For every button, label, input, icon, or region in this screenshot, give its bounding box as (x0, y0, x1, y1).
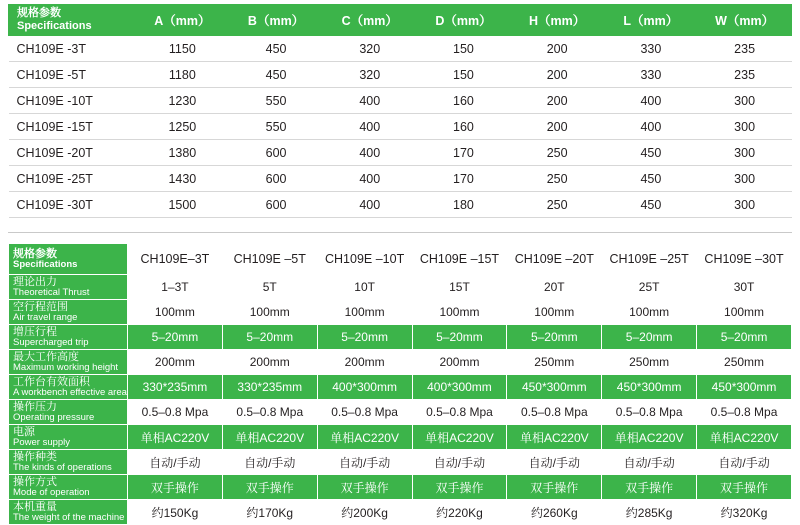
spec-row-label (9, 450, 128, 475)
spec-row-label-en: Operating pressure (13, 411, 95, 423)
spec-cell: 双手操作 (222, 475, 317, 500)
spec-row-label-en: Power supply (13, 436, 71, 448)
spec-row-label (9, 300, 128, 325)
spec-cell: 5–20mm (602, 325, 697, 350)
spec-cell: 自动/手动 (412, 450, 507, 475)
spec-row-label-en: Maximum working height (13, 361, 119, 373)
dimension-cell-b: 600 (229, 166, 323, 192)
spec-cell: 双手操作 (412, 475, 507, 500)
dimension-header-spec (9, 5, 136, 36)
dimension-cell-l: 400 (604, 88, 698, 114)
table-row (9, 36, 792, 62)
dimension-cell-w: 235 (698, 62, 792, 88)
spec-cell: 5–20mm (317, 325, 412, 350)
dimension-table-head (9, 5, 792, 36)
dimension-cell-h: 200 (510, 62, 604, 88)
dimension-cell-c: 320 (323, 62, 417, 88)
spec-header-label-cn: 规格参数 (13, 247, 57, 260)
dimension-cell-d: 150 (417, 36, 511, 62)
spec-cell: 5–20mm (697, 325, 792, 350)
table-row (9, 62, 792, 88)
dimension-header-a: A（mm） (136, 5, 230, 36)
dimension-row-model: CH109E -15T (9, 114, 136, 140)
dimension-cell-d: 180 (417, 192, 511, 218)
spec-header-model: CH109E –5T (222, 244, 317, 275)
dimension-header-h: H（mm） (510, 5, 604, 36)
dimension-cell-h: 250 (510, 192, 604, 218)
dimension-cell-l: 330 (604, 36, 698, 62)
spec-cell: 约220Kg (412, 500, 507, 525)
table-row (9, 192, 792, 218)
dimension-cell-d: 170 (417, 140, 511, 166)
dimension-cell-c: 320 (323, 36, 417, 62)
dimension-cell-a: 1500 (136, 192, 230, 218)
spec-row-label (9, 325, 128, 350)
table-row (9, 114, 792, 140)
spec-row-label-en: Supercharged trip (13, 336, 89, 348)
spec-cell: 100mm (412, 300, 507, 325)
dimension-row-model: CH109E -25T (9, 166, 136, 192)
spec-row-label-cn: 操作方式 (13, 475, 57, 488)
dimension-cell-c: 400 (323, 192, 417, 218)
spec-row-label-en: The kinds of operations (13, 461, 112, 473)
dimension-cell-l: 330 (604, 62, 698, 88)
spec-cell: 450*300mm (602, 375, 697, 400)
table-row (9, 88, 792, 114)
dimension-cell-h: 250 (510, 140, 604, 166)
dimension-cell-c: 400 (323, 114, 417, 140)
spec-row-label-en: Air travel range (13, 311, 78, 323)
spec-row-label (9, 350, 128, 375)
dimension-cell-w: 300 (698, 114, 792, 140)
spec-cell: 400*300mm (317, 375, 412, 400)
spec-cell: 330*235mm (128, 375, 223, 400)
table-row (9, 375, 792, 400)
dimension-cell-w: 300 (698, 192, 792, 218)
spec-row-label-cn: 电源 (13, 425, 35, 438)
table-row (9, 450, 792, 475)
dimension-row-model: CH109E -3T (9, 36, 136, 62)
spec-cell: 约170Kg (222, 500, 317, 525)
dimension-cell-c: 400 (323, 88, 417, 114)
dimension-cell-d: 160 (417, 88, 511, 114)
dimension-row-model: CH109E -10T (9, 88, 136, 114)
dimension-header-b: B（mm） (229, 5, 323, 36)
spec-row-label-en: Mode of operation (13, 486, 90, 498)
spec-cell: 单相AC220V (697, 425, 792, 450)
dimension-cell-l: 400 (604, 114, 698, 140)
dimension-cell-a: 1230 (136, 88, 230, 114)
dimension-cell-b: 550 (229, 114, 323, 140)
spec-cell: 250mm (602, 350, 697, 375)
dimension-cell-w: 235 (698, 36, 792, 62)
spec-cell: 单相AC220V (412, 425, 507, 450)
dimension-cell-d: 170 (417, 166, 511, 192)
dimension-cell-c: 400 (323, 140, 417, 166)
spec-cell: 约200Kg (317, 500, 412, 525)
spec-cell: 自动/手动 (317, 450, 412, 475)
table-row (9, 325, 792, 350)
spec-cell: 100mm (128, 300, 223, 325)
spec-cell: 0.5–0.8 Mpa (697, 400, 792, 425)
dimension-cell-l: 450 (604, 140, 698, 166)
spec-cell: 0.5–0.8 Mpa (222, 400, 317, 425)
dimension-cell-l: 450 (604, 192, 698, 218)
dimension-cell-a: 1250 (136, 114, 230, 140)
spec-cell: 双手操作 (128, 475, 223, 500)
spec-cell: 单相AC220V (317, 425, 412, 450)
spec-cell: 单相AC220V (222, 425, 317, 450)
spec-row-label-cn: 工作台有效面积 (13, 375, 90, 388)
spec-cell: 自动/手动 (602, 450, 697, 475)
dimension-cell-b: 550 (229, 88, 323, 114)
spec-row-label (9, 375, 128, 400)
dimension-cell-b: 600 (229, 140, 323, 166)
dimension-cell-a: 1150 (136, 36, 230, 62)
spec-row-label-en: The weight of the machine (13, 511, 125, 523)
dimension-table-header-row (9, 5, 792, 36)
dimension-row-model: CH109E -20T (9, 140, 136, 166)
spec-row-label-cn: 理论出力 (13, 275, 57, 288)
spec-cell: 0.5–0.8 Mpa (128, 400, 223, 425)
spec-row-label-cn: 增压行程 (13, 325, 57, 338)
dimension-header-spec-en: Specifications (17, 20, 92, 32)
spec-cell: 200mm (222, 350, 317, 375)
dimension-cell-l: 450 (604, 166, 698, 192)
table-row (9, 300, 792, 325)
spec-cell: 0.5–0.8 Mpa (317, 400, 412, 425)
spec-cell: 100mm (507, 300, 602, 325)
dimension-cell-a: 1180 (136, 62, 230, 88)
specification-header-row (9, 244, 792, 275)
spec-cell: 单相AC220V (507, 425, 602, 450)
spec-row-label-cn: 操作压力 (13, 400, 57, 413)
spec-header-model: CH109E –10T (317, 244, 412, 275)
spec-cell: 约260Kg (507, 500, 602, 525)
spec-cell: 100mm (222, 300, 317, 325)
spec-cell: 5–20mm (507, 325, 602, 350)
dimension-cell-w: 300 (698, 88, 792, 114)
dimension-cell-h: 200 (510, 36, 604, 62)
spec-cell: 0.5–0.8 Mpa (412, 400, 507, 425)
spec-cell: 330*235mm (222, 375, 317, 400)
spec-row-label-cn: 空行程范围 (13, 300, 68, 313)
spec-row-label-en: Theoretical Thrust (13, 286, 90, 298)
spec-cell: 5–20mm (222, 325, 317, 350)
spec-cell: 单相AC220V (128, 425, 223, 450)
spec-cell: 约285Kg (602, 500, 697, 525)
spec-cell: 双手操作 (317, 475, 412, 500)
dimension-cell-b: 600 (229, 192, 323, 218)
spec-header-model: CH109E–3T (128, 244, 223, 275)
spec-cell: 双手操作 (602, 475, 697, 500)
dimension-cell-d: 150 (417, 62, 511, 88)
spec-cell: 400*300mm (412, 375, 507, 400)
spec-cell: 250mm (507, 350, 602, 375)
spec-row-label (9, 275, 128, 300)
spec-cell: 200mm (412, 350, 507, 375)
spec-cell: 自动/手动 (222, 450, 317, 475)
spec-row-label-cn: 本机重量 (13, 500, 57, 513)
dimension-cell-h: 250 (510, 166, 604, 192)
spec-cell: 200mm (317, 350, 412, 375)
dimension-cell-a: 1430 (136, 166, 230, 192)
spec-cell: 自动/手动 (697, 450, 792, 475)
dimension-table (8, 4, 792, 218)
spec-cell: 25T (602, 275, 697, 300)
table-row (9, 166, 792, 192)
dimension-header-d: D（mm） (417, 5, 511, 36)
dimension-cell-b: 450 (229, 62, 323, 88)
spec-cell: 约150Kg (128, 500, 223, 525)
spec-row-label (9, 500, 128, 525)
dimension-header-w: W（mm） (698, 5, 792, 36)
spec-cell: 10T (317, 275, 412, 300)
spec-cell: 自动/手动 (128, 450, 223, 475)
dimension-table-body (9, 36, 792, 218)
spec-cell: 自动/手动 (507, 450, 602, 475)
spec-row-label (9, 425, 128, 450)
spec-cell: 5–20mm (128, 325, 223, 350)
spec-cell: 双手操作 (507, 475, 602, 500)
spec-cell: 0.5–0.8 Mpa (602, 400, 697, 425)
dimension-cell-d: 160 (417, 114, 511, 140)
dimension-header-c: C（mm） (323, 5, 417, 36)
table-row (9, 350, 792, 375)
dimension-row-model: CH109E -5T (9, 62, 136, 88)
table-row (9, 500, 792, 525)
dimension-cell-h: 200 (510, 114, 604, 140)
spec-cell: 100mm (317, 300, 412, 325)
specification-table (8, 243, 792, 525)
spec-row-label (9, 475, 128, 500)
spec-header-model: CH109E –15T (412, 244, 507, 275)
spec-cell: 15T (412, 275, 507, 300)
spec-cell: 30T (697, 275, 792, 300)
spec-cell: 约320Kg (697, 500, 792, 525)
table-row (9, 475, 792, 500)
spec-row-label-en: A workbench effective area (13, 386, 127, 398)
spec-cell: 20T (507, 275, 602, 300)
table-row (9, 425, 792, 450)
dimension-cell-w: 300 (698, 140, 792, 166)
spec-cell: 200mm (128, 350, 223, 375)
spec-header-model: CH109E –20T (507, 244, 602, 275)
dimension-header-l: L（mm） (604, 5, 698, 36)
dimension-row-model: CH109E -30T (9, 192, 136, 218)
spec-header-label (9, 244, 128, 275)
table-row (9, 275, 792, 300)
dimension-header-spec-cn: 规格参数 (17, 7, 61, 20)
spec-row-label-cn: 最大工作高度 (13, 350, 79, 363)
spec-cell: 250mm (697, 350, 792, 375)
spec-cell: 100mm (602, 300, 697, 325)
specification-table-body (9, 275, 792, 525)
spec-row-label-cn: 操作种类 (13, 450, 57, 463)
specification-table-head (9, 244, 792, 275)
spec-cell: 1–3T (128, 275, 223, 300)
spec-row-label (9, 400, 128, 425)
dimension-cell-c: 400 (323, 166, 417, 192)
spec-cell: 450*300mm (697, 375, 792, 400)
spec-cell: 100mm (697, 300, 792, 325)
spec-cell: 450*300mm (507, 375, 602, 400)
dimension-cell-b: 450 (229, 36, 323, 62)
spec-cell: 双手操作 (697, 475, 792, 500)
table-row (9, 400, 792, 425)
dimension-cell-h: 200 (510, 88, 604, 114)
spec-cell: 5–20mm (412, 325, 507, 350)
spec-header-model: CH109E –25T (602, 244, 697, 275)
spec-header-label-en: Specifications (13, 258, 78, 270)
table-divider (8, 232, 792, 233)
spec-header-model: CH109E –30T (697, 244, 792, 275)
dimension-cell-w: 300 (698, 166, 792, 192)
dimension-cell-a: 1380 (136, 140, 230, 166)
table-row (9, 140, 792, 166)
spec-cell: 5T (222, 275, 317, 300)
spec-cell: 0.5–0.8 Mpa (507, 400, 602, 425)
spec-cell: 单相AC220V (602, 425, 697, 450)
